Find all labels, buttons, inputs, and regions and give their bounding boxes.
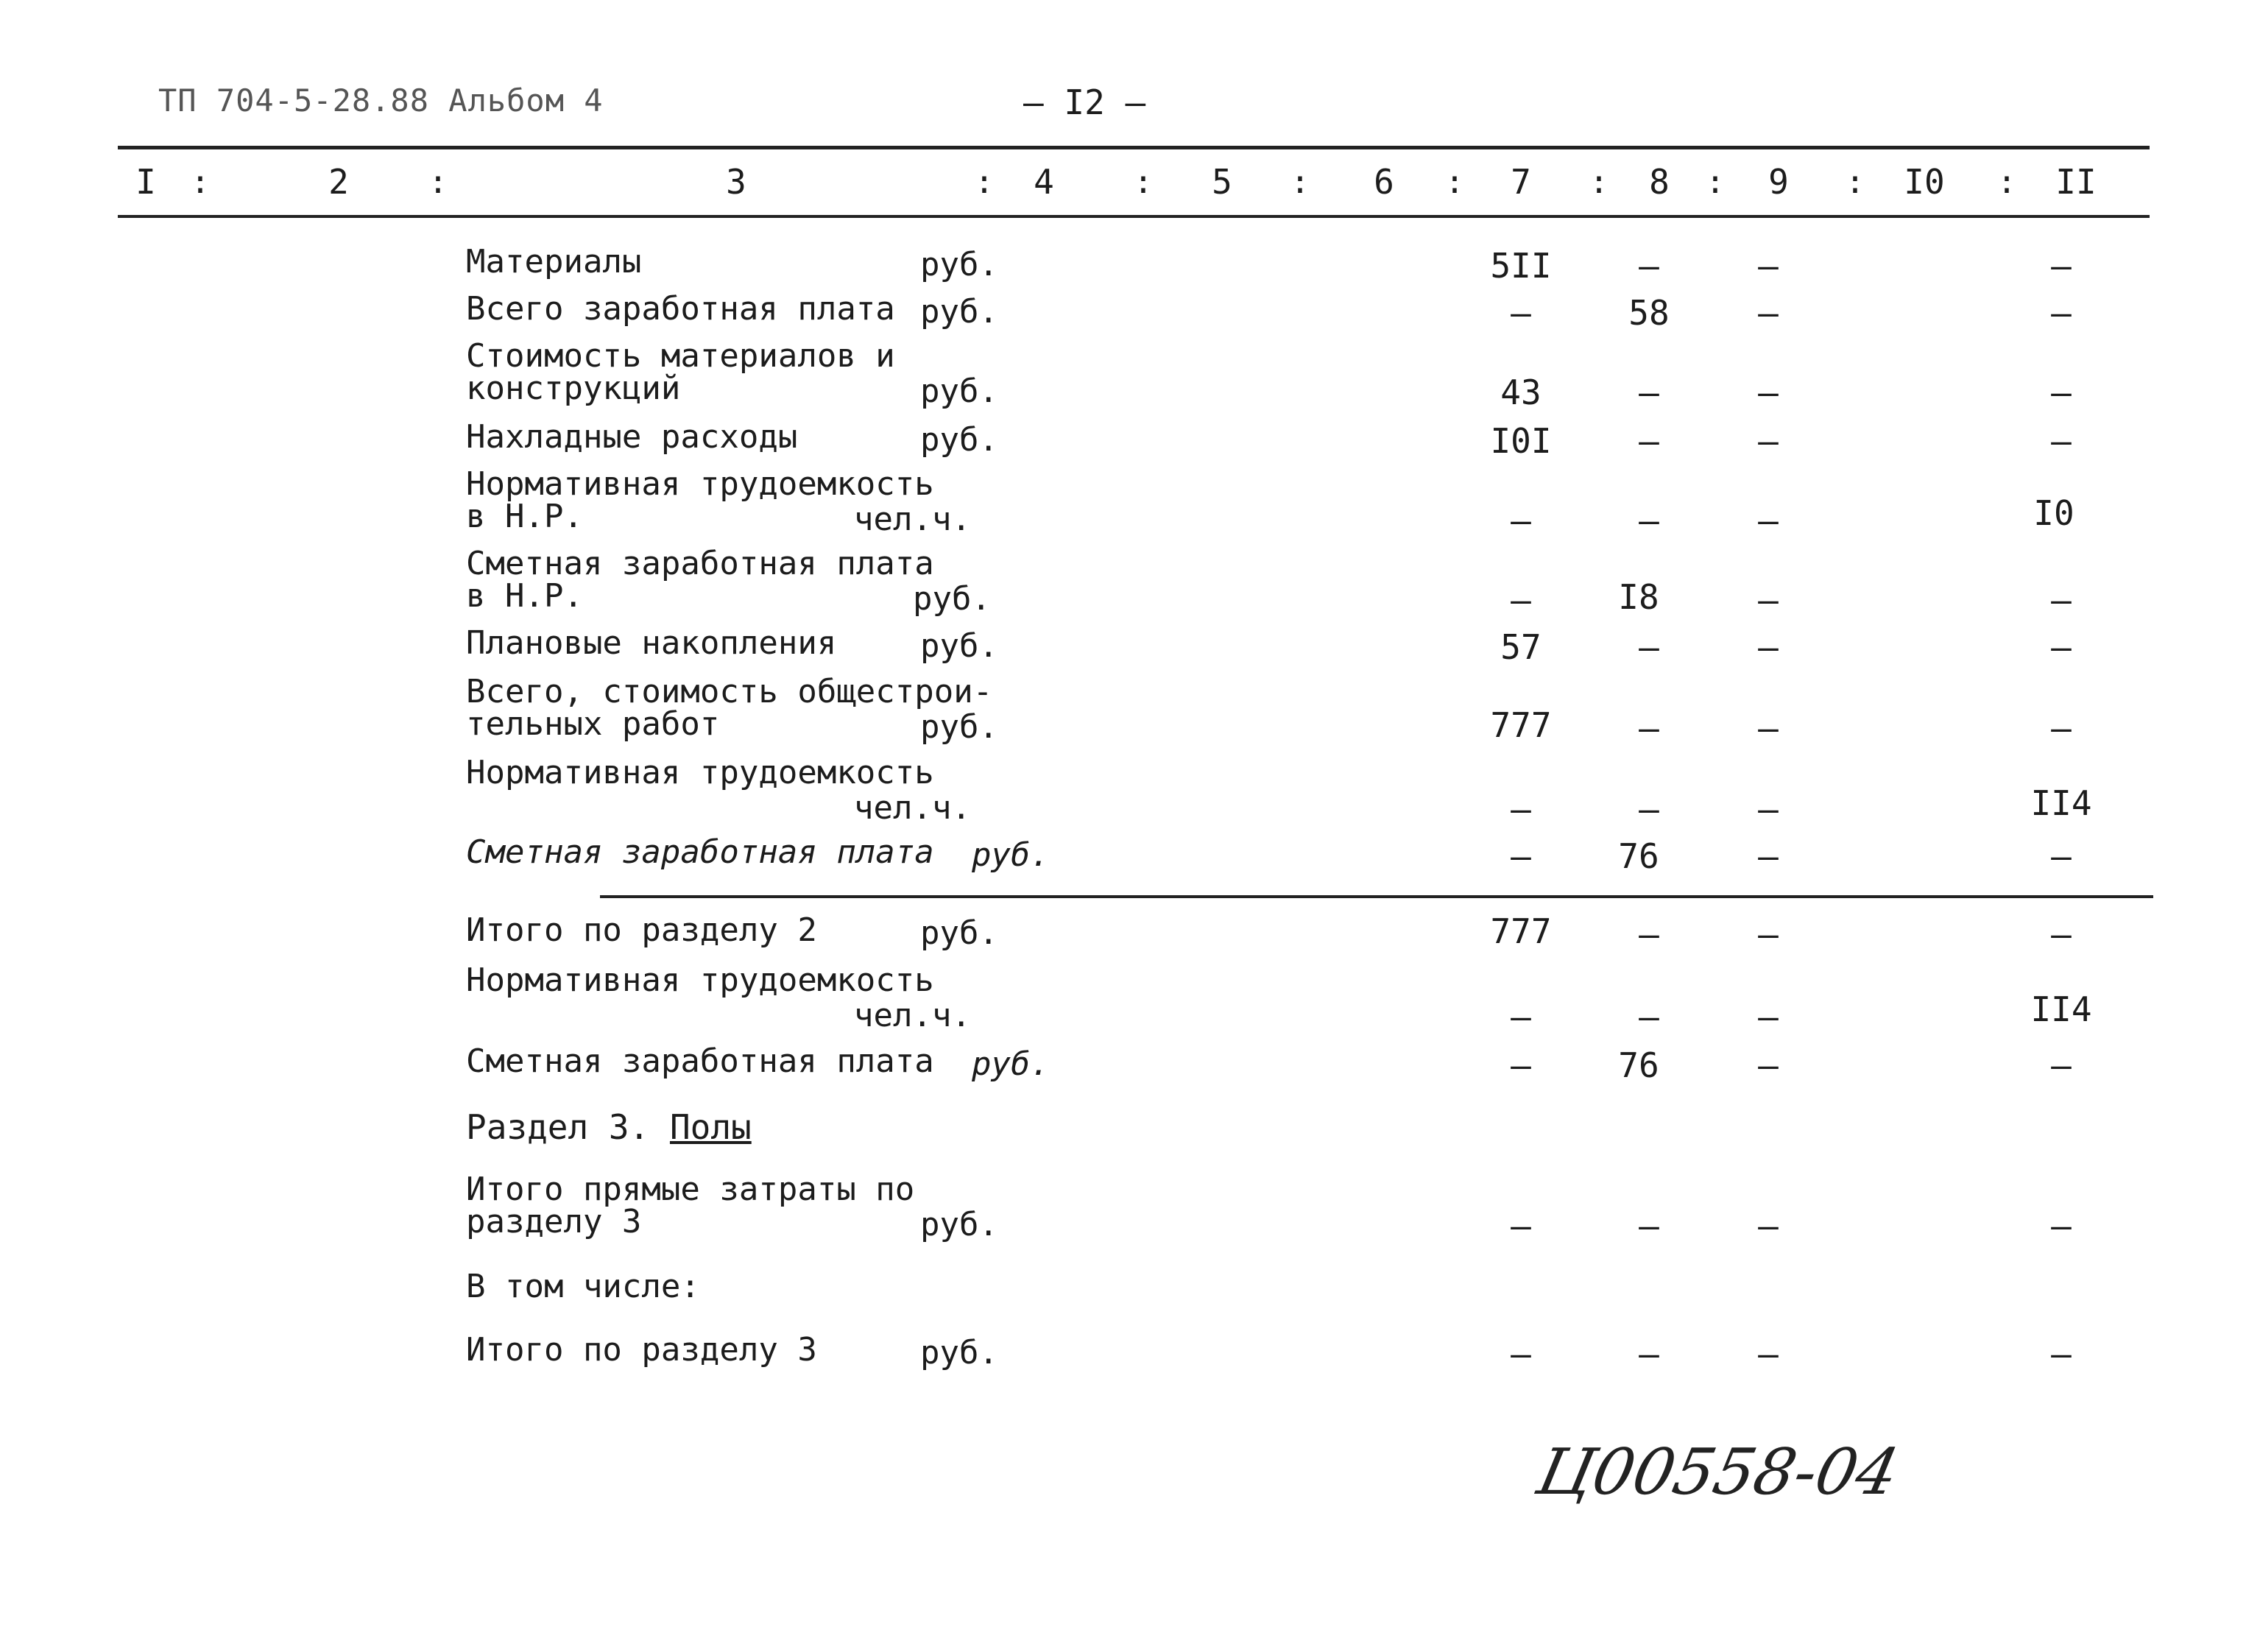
col-separator: :	[190, 163, 211, 201]
cell-col7: –	[1511, 789, 1531, 829]
cell-col7: I0I	[1490, 421, 1552, 461]
cell-col8: I8	[1618, 577, 1659, 617]
cell-col7: –	[1511, 836, 1531, 876]
cell-col11: –	[2051, 914, 2072, 954]
cell-col11: II4	[2030, 783, 2092, 823]
row-label: Итого по разделу 3	[466, 1331, 817, 1369]
col-separator: :	[974, 163, 995, 201]
section-3-prefix: Раздел 3.	[466, 1107, 650, 1147]
cell-col11: –	[2051, 1206, 2072, 1246]
cell-col9: –	[1758, 914, 1779, 954]
cell-col8: –	[1639, 914, 1659, 954]
table-header-rule	[118, 215, 2150, 218]
row-label: В том числе:	[466, 1268, 700, 1305]
cell-col7: –	[1511, 1045, 1531, 1085]
row-label: Сметная заработная плата	[466, 1042, 934, 1080]
table-top-rule	[118, 146, 2150, 149]
cell-col8: –	[1639, 246, 1659, 286]
col-header-1: I	[135, 162, 156, 202]
cell-col9: –	[1758, 1334, 1779, 1374]
cell-col8: –	[1639, 373, 1659, 412]
cell-col11: I0	[2033, 493, 2074, 533]
col-separator: :	[1845, 163, 1865, 201]
cell-col11: –	[2051, 1045, 2072, 1085]
cell-col8: 58	[1628, 293, 1670, 333]
cell-col8: –	[1639, 1334, 1659, 1374]
cell-col9: –	[1758, 501, 1779, 540]
row-unit: чел.ч.	[854, 789, 971, 827]
col-separator: :	[1589, 163, 1609, 201]
row-label: Нормативная трудоемкость	[466, 754, 934, 791]
col-header-9: 9	[1768, 162, 1789, 202]
cell-col9: –	[1758, 627, 1779, 667]
cell-col11: –	[2051, 421, 2072, 461]
row-unit: чел.ч.	[854, 997, 971, 1034]
section-3-name: Полы	[669, 1107, 752, 1147]
row-label: Итого по разделу 2	[466, 911, 817, 949]
cell-col7: 43	[1500, 373, 1542, 412]
row-label-line2: в Н.Р.	[466, 577, 583, 615]
row-label: Стоимость материалов и	[466, 337, 895, 375]
cell-col9: –	[1758, 293, 1779, 333]
col-header-8: 8	[1649, 162, 1670, 202]
document-code: ТП 704-5-28.88 Альбом 4	[158, 82, 604, 119]
col-separator: :	[1290, 163, 1310, 201]
row-label: Нахладные расходы	[466, 418, 798, 456]
cell-col7: –	[1511, 997, 1531, 1037]
row-label-line2: тельных работ	[466, 705, 720, 743]
row-label: Сметная заработная плата	[466, 545, 934, 582]
cell-col9: –	[1758, 1206, 1779, 1246]
col-header-5: 5	[1212, 162, 1232, 202]
row-unit: руб.	[913, 580, 991, 618]
row-label-line2: в Н.Р.	[466, 498, 583, 535]
cell-col7: 5II	[1490, 246, 1552, 286]
handwritten-inventory-number: Ц00558-04	[1530, 1436, 1905, 1509]
cell-col8: –	[1639, 627, 1659, 667]
cell-col7: 777	[1490, 911, 1552, 951]
cell-col9: –	[1758, 421, 1779, 461]
col-header-4: 4	[1034, 162, 1054, 202]
section-3-heading	[466, 1107, 752, 1147]
cell-col11: II4	[2030, 989, 2092, 1029]
col-header-2: 2	[328, 162, 349, 202]
subtotal-rule	[600, 895, 2153, 898]
row-label: Всего, стоимость общестрои-	[466, 673, 993, 710]
row-label-line2: разделу 3	[466, 1203, 642, 1240]
row-label: Нормативная трудоемкость	[466, 465, 934, 503]
col-header-6: 6	[1374, 162, 1394, 202]
cell-col8: –	[1639, 1206, 1659, 1246]
cell-col7: –	[1511, 580, 1531, 620]
cell-col8: –	[1639, 501, 1659, 540]
col-separator: :	[1444, 163, 1465, 201]
row-unit: руб.	[920, 293, 998, 331]
cell-col9: –	[1758, 836, 1779, 876]
cell-col9: –	[1758, 997, 1779, 1037]
row-unit: руб.	[920, 627, 998, 665]
col-header-7: 7	[1511, 162, 1531, 202]
cell-col9: –	[1758, 246, 1779, 286]
cell-col11: –	[2051, 627, 2072, 667]
cell-col11: –	[2051, 293, 2072, 333]
row-unit: руб.	[920, 708, 998, 746]
cell-col9: –	[1758, 708, 1779, 748]
cell-col8: –	[1639, 997, 1659, 1037]
cell-col11: –	[2051, 836, 2072, 876]
row-unit: руб.	[972, 836, 1050, 874]
cell-col9: –	[1758, 1045, 1779, 1085]
row-unit: руб.	[920, 914, 998, 952]
cell-col7: –	[1511, 501, 1531, 540]
cell-col11: –	[2051, 708, 2072, 748]
cell-col11: –	[2051, 373, 2072, 412]
col-header-10: I0	[1904, 162, 1945, 202]
cell-col7: –	[1511, 293, 1531, 333]
cell-col7: –	[1511, 1206, 1531, 1246]
cell-col11: –	[2051, 246, 2072, 286]
col-separator: :	[428, 163, 448, 201]
row-label: Материалы	[466, 243, 642, 280]
col-separator: :	[1996, 163, 2017, 201]
cell-col11: –	[2051, 580, 2072, 620]
col-separator: :	[1705, 163, 1726, 201]
cell-col8: 76	[1618, 1045, 1659, 1085]
row-label: Нормативная трудоемкость	[466, 961, 934, 999]
row-unit: руб.	[920, 373, 998, 410]
row-label: Сметная заработная плата	[466, 833, 934, 871]
col-header-3: 3	[726, 162, 746, 202]
cell-col8: 76	[1618, 836, 1659, 876]
row-unit: руб.	[920, 1206, 998, 1243]
row-unit: руб.	[972, 1045, 1050, 1083]
cell-col7: 777	[1490, 705, 1552, 745]
col-header-11: II	[2055, 162, 2097, 202]
row-label: Всего заработная плата	[466, 290, 895, 328]
cell-col9: –	[1758, 373, 1779, 412]
col-separator: :	[1133, 163, 1154, 201]
cell-col7: 57	[1500, 627, 1542, 667]
row-unit: руб.	[920, 246, 998, 283]
row-label: Итого прямые затраты по	[466, 1171, 915, 1208]
row-unit: руб.	[920, 1334, 998, 1372]
row-label: Плановые накопления	[466, 624, 837, 662]
row-unit: чел.ч.	[854, 501, 971, 538]
cell-col9: –	[1758, 580, 1779, 620]
row-unit: руб.	[920, 421, 998, 459]
cell-col7: –	[1511, 1334, 1531, 1374]
cell-col8: –	[1639, 708, 1659, 748]
cell-col8: –	[1639, 421, 1659, 461]
cell-col11: –	[2051, 1334, 2072, 1374]
row-label-line2: конструкций	[466, 370, 681, 407]
cell-col8: –	[1639, 789, 1659, 829]
cell-col9: –	[1758, 789, 1779, 829]
page-number: – I2 –	[1023, 82, 1146, 122]
